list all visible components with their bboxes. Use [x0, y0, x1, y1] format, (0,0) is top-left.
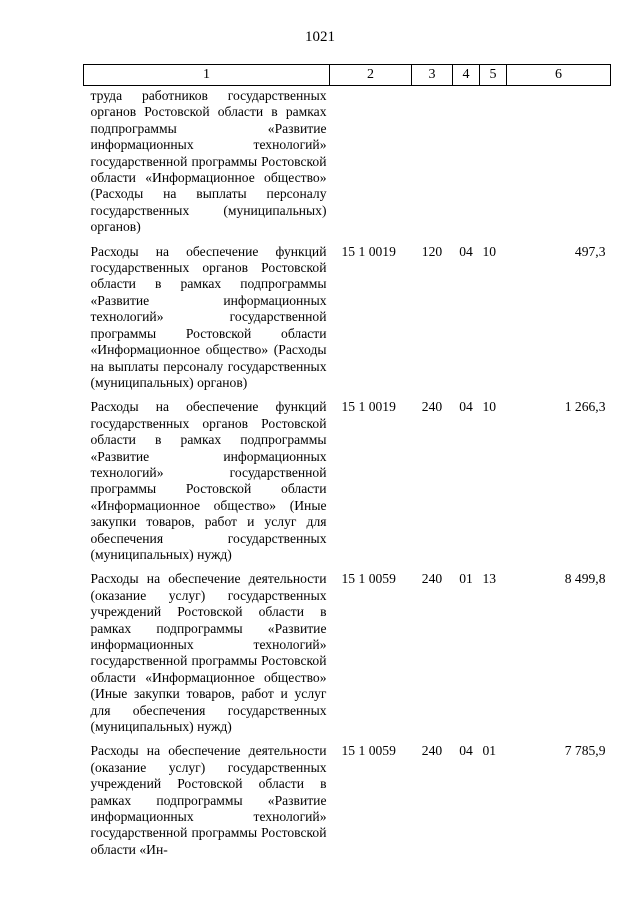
table-row	[84, 86, 611, 236]
row-description: Расходы на обеспечение функций государственных органов Ростовской области в рамках подпрограммы «Развитие информационных технологий» государственной программы Ростовской области «Информационное общество» (Иные закупки товаров, работ и услуг для обеспечения государственных (муниципальных) нужд)	[90, 399, 327, 562]
row-amount: 497,3	[574, 243, 606, 259]
row-subsection	[480, 86, 507, 236]
row-vr: 240	[421, 571, 443, 587]
row-code: 15 1 0059	[341, 571, 396, 587]
table-row	[84, 735, 611, 858]
table-row	[84, 236, 611, 392]
row-section: 04	[459, 243, 473, 259]
row-vr: 240	[421, 399, 443, 415]
row-amount: 7 785,9	[564, 743, 606, 759]
column-header-subsection: 5	[480, 65, 507, 86]
row-section: 04	[459, 399, 473, 415]
row-vr: 240	[421, 743, 443, 759]
row-vr: 120	[421, 243, 443, 259]
row-amount: 1 266,3	[564, 399, 606, 415]
row-description: Расходы на обеспечение деятельности (оказание услуг) государственных учреждений Ростовской области в рамках подпрограммы «Развитие информационных технологий» государственной программы Ростовской области «Ин-	[90, 743, 327, 857]
row-description: Расходы на обеспечение деятельности (оказание услуг) государственных учреждений Ростовской области в рамках подпрограммы «Развитие информационных технологий» государственной программы Ростовской области «Информационное общество» (Иные закупки товаров, работ и услуг для обеспечения государственных (муниципальных) нужд)	[90, 571, 327, 735]
row-description: Расходы на обеспечение функций государственных органов Ростовской области в рамках подпрограммы «Развитие информационных технологий» государственной программы Ростовской области «Информационное общество» (Расходы на выплаты персоналу государственных (муниципальных) органов)	[90, 243, 327, 390]
row-subsection: 13	[482, 571, 497, 587]
row-amount: 8 499,8	[564, 571, 606, 587]
row-subsection: 10	[482, 243, 497, 259]
column-header-vr: 3	[412, 65, 453, 86]
row-section	[453, 86, 480, 236]
column-header-amount: 6	[507, 65, 611, 86]
budget-table	[83, 64, 611, 858]
column-header-code: 2	[330, 65, 412, 86]
row-section: 01	[459, 571, 473, 587]
row-code: 15 1 0059	[341, 743, 396, 759]
column-header-section: 4	[453, 65, 480, 86]
page-number: 1021	[305, 29, 335, 45]
table-row	[84, 563, 611, 735]
row-code: 15 1 0019	[341, 399, 396, 415]
row-amount	[507, 86, 611, 236]
column-header-description: 1	[84, 65, 330, 86]
row-code	[330, 86, 412, 236]
row-subsection: 10	[482, 399, 497, 415]
row-subsection: 01	[482, 743, 497, 759]
row-code: 15 1 0019	[341, 243, 396, 259]
row-description: труда работников государственных органов Ростовской области в рамках подпрограммы «Развитие информационных технологий» государственной программы Ростовской области «Информационное общество» (Расходы на выплаты персоналу государственных (муниципальных) органов)	[90, 88, 327, 235]
table-row	[84, 391, 611, 563]
row-vr	[412, 86, 453, 236]
table-header-row	[84, 65, 611, 86]
row-section: 04	[459, 743, 473, 759]
